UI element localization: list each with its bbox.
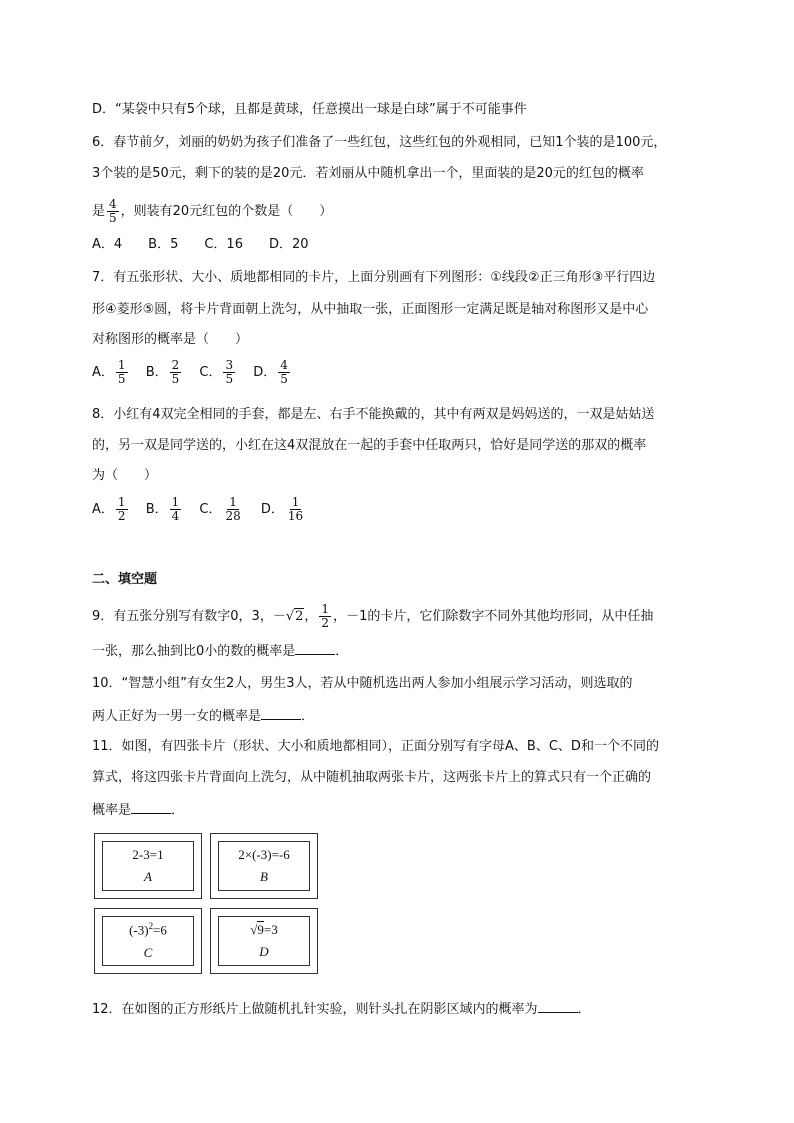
q7-option-a: A． $\frac{1}{5}$ bbox=[92, 358, 126, 386]
question-7-line-1: 7．有五张形状、大小、质地都相同的卡片，上面分别画有下列图形：①线段②正三角形③平行四边 bbox=[92, 270, 656, 285]
question-11-line-2: 算式，将这四张卡片背面向上洗匀，从中随机抽取两张卡片，这两张卡片上的算式只有一个正确的 bbox=[92, 770, 652, 785]
question-6-line-1: 6．春节前夕，刘丽的奶奶为孩子们准备了一些红包，这些红包的外观相同，已知1个装的是100元， bbox=[92, 135, 667, 150]
question-7-line-2: 形④菱形⑤圆，将卡片背面朝上洗匀，从中抽取一张，正面图形一定满足既是轴对称图形又是中心 bbox=[92, 302, 649, 317]
card-b-letter: B bbox=[260, 869, 268, 884]
q7-option-b: B． $\frac{2}{5}$ bbox=[145, 358, 180, 386]
question-11-line-3: 概率是 ． bbox=[92, 799, 184, 821]
question-8-options bbox=[92, 495, 319, 525]
q7-option-c: C． $\frac{3}{5}$ bbox=[199, 358, 234, 386]
card-a-face bbox=[102, 841, 194, 891]
question-9-line-2: 一张，那么抽到比0小的数的概率是 ． bbox=[92, 640, 348, 662]
q8-option-b: B． $\frac{1}{4}$ bbox=[145, 495, 180, 523]
q8-option-d: D． $\frac{1}{16}$ bbox=[260, 495, 304, 523]
question-6-line-3: 是 $\frac{4}{5}$ ，则装有20元红包的个数是（ ） bbox=[92, 197, 333, 225]
q8-option-a: A． $\frac{1}{2}$ bbox=[92, 495, 126, 523]
question-7-line-3: 对称图形的概率是（ ） bbox=[92, 332, 249, 347]
question-8-line-2: 的，另一双是同学送的，小红在这4双混放在一起的手套中任取两只，恰好是同学送的那双的概率 bbox=[92, 438, 647, 453]
q8-option-c: C． $\frac{1}{28}$ bbox=[199, 495, 241, 523]
question-9-line-1: 9．有五张分别写有数字0，3，－√2， $\frac{1}{2}$ ，－1的卡片，它们除数字不同外其他均形同，从中任抽 bbox=[92, 602, 654, 630]
card-a-letter: A bbox=[144, 869, 152, 884]
sqrt-expression: √2 bbox=[285, 609, 304, 624]
card-b-face bbox=[218, 841, 310, 891]
question-10-line-1: 10．“智慧小组”有女生2人，男生3人，若从中随机选出两人参加小组展示学习活动，则选取的 bbox=[92, 676, 633, 691]
card-c-face bbox=[102, 916, 194, 966]
answer-blank[interactable] bbox=[131, 799, 171, 814]
card-d-face bbox=[218, 916, 310, 966]
question-10-line-2: 两人正好为一男一女的概率是 ． bbox=[92, 705, 314, 727]
section-heading: 二、填空题 bbox=[92, 572, 158, 587]
answer-blank[interactable] bbox=[538, 998, 578, 1013]
question-6-options: A．4 B．5 C．16 D．20 bbox=[92, 237, 309, 252]
question-12-line: 12．在如图的正方形纸片上做随机扎针实验，则针头扎在阴影区域内的概率为 ． bbox=[92, 998, 591, 1020]
card-d-expression: √9=3 bbox=[250, 922, 278, 937]
card-d-letter: D bbox=[259, 944, 269, 959]
card-c-letter: C bbox=[143, 944, 153, 960]
question-6-line-2: 3个装的是50元，剩下的装的是20元．若刘丽从中随机拿出一个，里面装的是20元的红包的概率 bbox=[92, 166, 644, 181]
answer-blank[interactable] bbox=[261, 705, 301, 720]
card-c-expression: $(-3)^2=6$ bbox=[129, 921, 167, 938]
card-a bbox=[94, 833, 202, 899]
question-8-line-1: 8．小红有4双完全相同的手套，都是左、右手不能换戴的，其中有两双是妈妈送的，一双是姑姑送 bbox=[92, 407, 655, 422]
option-d-line: D．“某袋中只有5个球，且都是黄球，任意摸出一球是白球”属于不可能事件 bbox=[92, 102, 527, 117]
answer-blank[interactable] bbox=[295, 640, 335, 655]
card-b bbox=[210, 833, 318, 899]
fraction-q6: $\frac{4}{5}$ bbox=[109, 197, 117, 225]
card-c bbox=[94, 908, 202, 974]
question-7-options bbox=[92, 358, 304, 388]
card-b-expression: 2×(-3)=-6 bbox=[238, 847, 290, 862]
card-a-expression: 2-3=1 bbox=[132, 847, 164, 862]
question-8-line-3: 为（ ） bbox=[92, 468, 158, 483]
question-11-line-1: 11．如图，有四张卡片（形状、大小和质地都相同），正面分别写有字母A、B、C、D和一个不同的 bbox=[92, 739, 659, 754]
card-d bbox=[210, 908, 318, 974]
fraction-q9: $\frac{1}{2}$ bbox=[321, 602, 330, 630]
q7-option-d: D． $\frac{4}{5}$ bbox=[253, 358, 288, 386]
